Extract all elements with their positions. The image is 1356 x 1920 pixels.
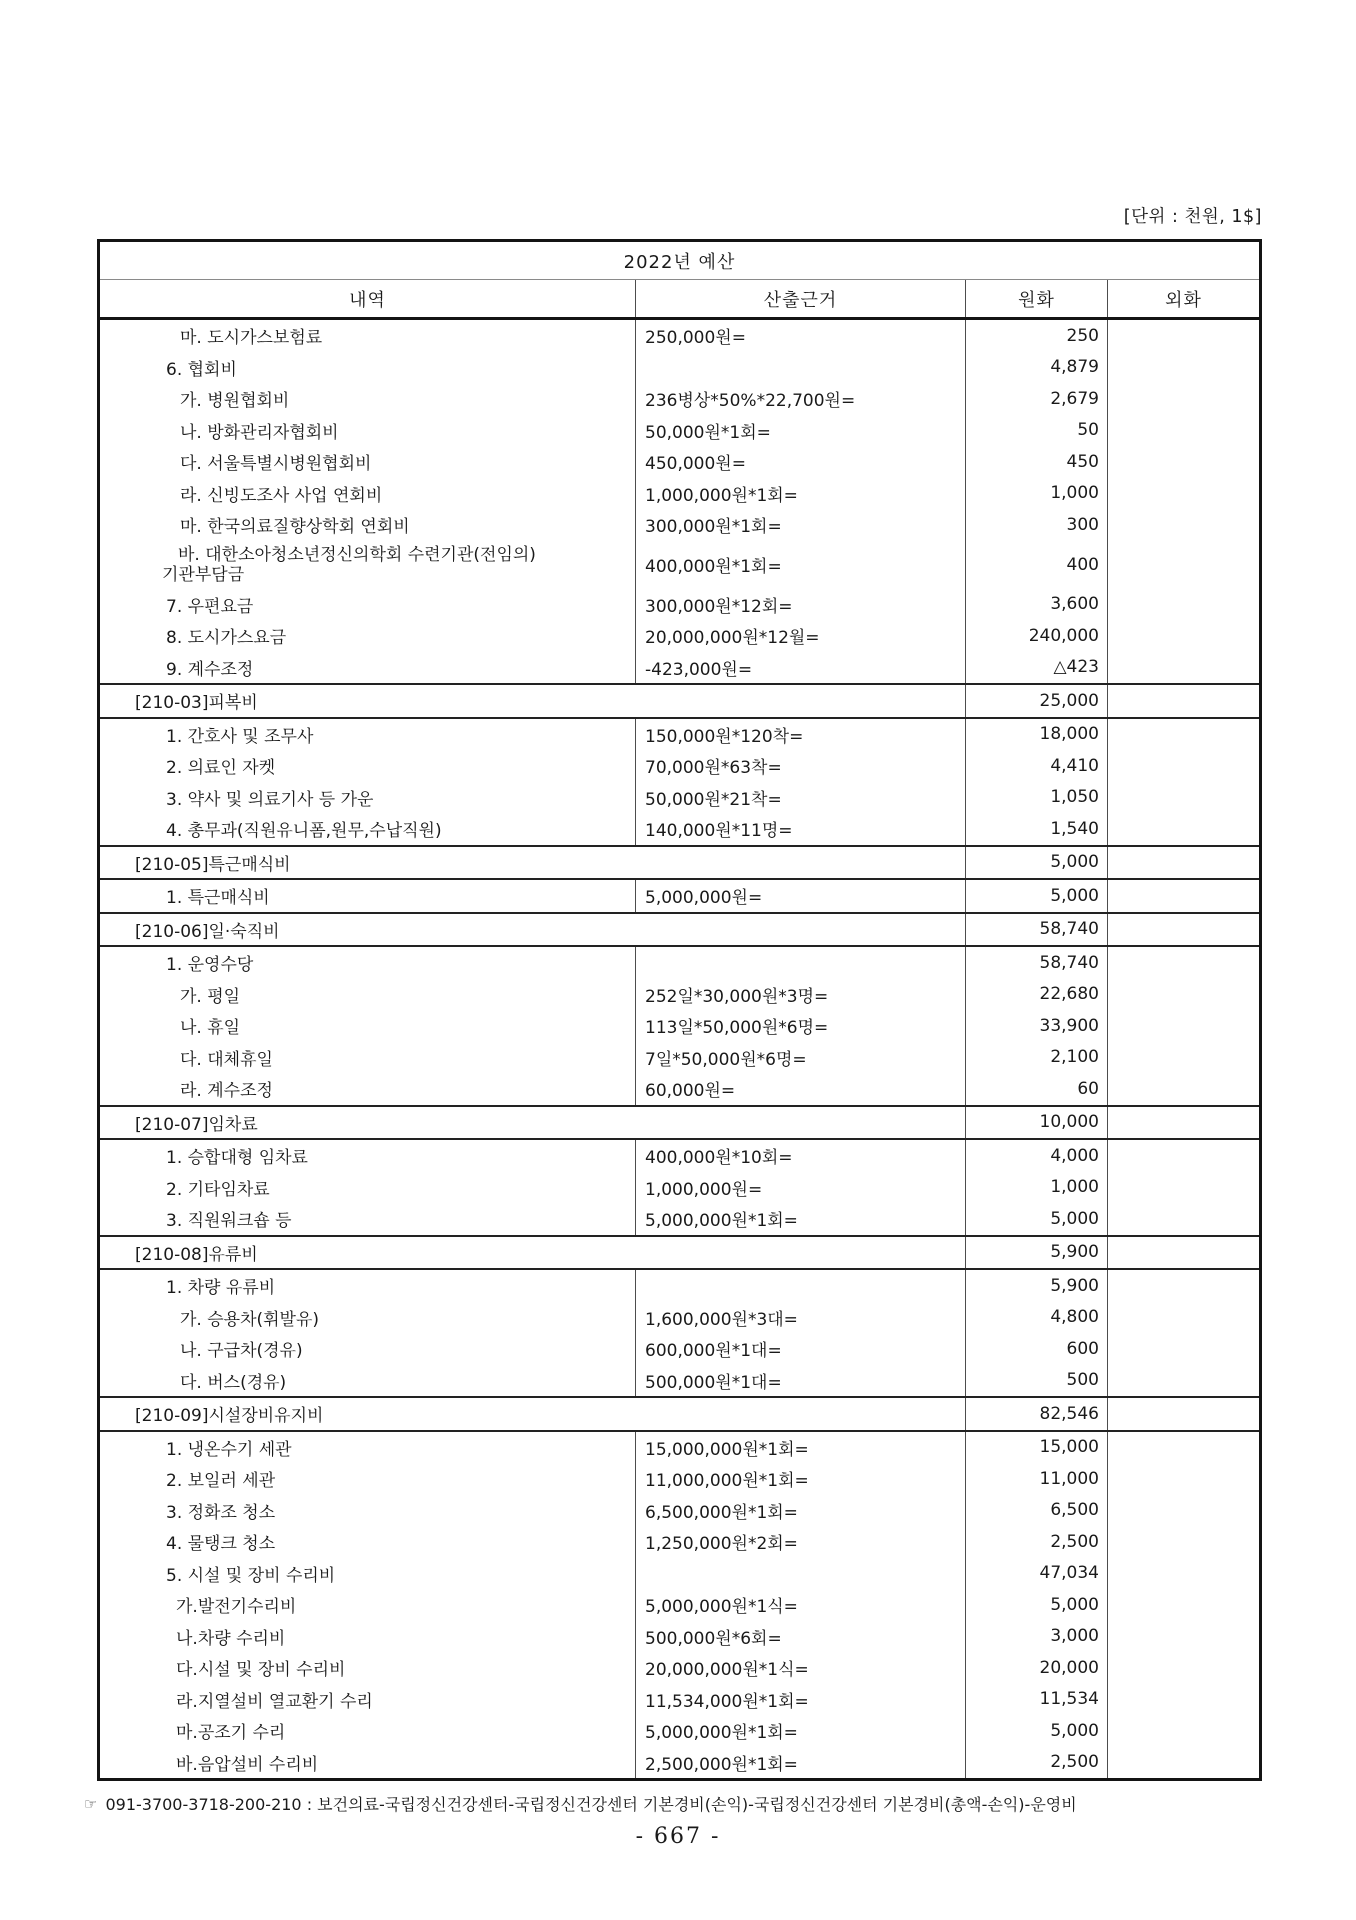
krw-cell: 400	[965, 541, 1107, 589]
fx-cell	[1107, 1073, 1259, 1105]
fx-cell	[1107, 914, 1259, 946]
table-row	[100, 589, 1259, 621]
krw-cell: 22,680	[965, 979, 1107, 1011]
krw-cell: 25,000	[965, 685, 1107, 717]
table-row	[100, 652, 1259, 684]
krw-cell: 6,500	[965, 1495, 1107, 1527]
fx-cell	[1107, 1432, 1259, 1464]
table-title: 2022년 예산	[100, 242, 1259, 280]
fx-cell	[1107, 1558, 1259, 1590]
krw-cell: 58,740	[965, 914, 1107, 946]
table-row	[100, 1010, 1259, 1042]
detail-cell: 마. 한국의료질향상학회 연회비	[180, 517, 410, 538]
krw-cell: 47,034	[965, 1558, 1107, 1590]
table-row	[100, 1432, 1259, 1464]
section-row	[100, 1107, 1259, 1139]
detail-cell: 나.차량 수리비	[176, 1628, 286, 1649]
calc-cell: 11,534,000원*1회=	[635, 1684, 965, 1716]
calc-cell: 7일*50,000원*6명=	[635, 1042, 965, 1074]
fx-cell	[1107, 1526, 1259, 1558]
krw-cell: 1,000	[965, 478, 1107, 510]
detail-cell: 3. 정화조 청소	[166, 1502, 276, 1523]
section-block	[100, 1235, 1259, 1269]
fx-cell	[1107, 620, 1259, 652]
section-block	[100, 845, 1259, 879]
calc-cell	[635, 1558, 965, 1590]
fx-cell	[1107, 352, 1259, 384]
table-row	[100, 1684, 1259, 1716]
detail-cell: 6. 협회비	[166, 359, 237, 380]
header-calc-basis: 산출근거	[635, 280, 965, 317]
detail-cell: 다. 대체휴일	[180, 1049, 273, 1070]
fx-cell	[1107, 1237, 1259, 1269]
fx-cell	[1107, 719, 1259, 751]
detail-cell: [210-08]유류비	[135, 1244, 258, 1265]
detail-cell: 3. 직원워크숍 등	[166, 1211, 292, 1232]
krw-cell: 3,600	[965, 589, 1107, 621]
fx-cell	[1107, 1333, 1259, 1365]
table-body	[100, 320, 1259, 1778]
calc-cell: 300,000원*1회=	[635, 509, 965, 541]
fx-cell	[1107, 1495, 1259, 1527]
calc-cell: 20,000,000원*1식=	[635, 1652, 965, 1684]
krw-cell: 5,000	[965, 1715, 1107, 1747]
detail-cell: 1. 간호사 및 조무사	[166, 726, 314, 747]
fx-cell	[1107, 1463, 1259, 1495]
fx-cell	[1107, 1302, 1259, 1334]
krw-cell: 300	[965, 509, 1107, 541]
fx-cell	[1107, 1747, 1259, 1779]
table-row	[100, 1558, 1259, 1590]
fx-cell	[1107, 947, 1259, 979]
table-row	[100, 1302, 1259, 1334]
fx-cell	[1107, 782, 1259, 814]
krw-cell: 60	[965, 1073, 1107, 1105]
calc-cell: 11,000,000원*1회=	[635, 1463, 965, 1495]
krw-cell: 4,000	[965, 1140, 1107, 1172]
detail-cell: 나. 방화관리자협회비	[180, 422, 339, 443]
fx-cell	[1107, 880, 1259, 912]
table-row	[100, 750, 1259, 782]
detail-cell: 바.음압설비 수리비	[176, 1754, 319, 1775]
fx-cell	[1107, 813, 1259, 845]
table-row	[100, 1333, 1259, 1365]
calc-cell: 50,000원*1회=	[635, 415, 965, 447]
calc-cell: 300,000원*12회=	[635, 589, 965, 621]
krw-cell: 5,900	[965, 1237, 1107, 1269]
calc-cell: 15,000,000원*1회=	[635, 1432, 965, 1464]
section-block	[100, 912, 1259, 946]
table-row	[100, 947, 1259, 979]
fx-cell	[1107, 509, 1259, 541]
fx-cell	[1107, 1203, 1259, 1235]
section-row	[100, 1398, 1259, 1430]
calc-cell: 60,000원=	[635, 1073, 965, 1105]
calc-cell	[635, 947, 965, 979]
calc-cell: 150,000원*120착=	[635, 719, 965, 751]
calc-cell: 6,500,000원*1회=	[635, 1495, 965, 1527]
table-row	[100, 1172, 1259, 1204]
section-row	[100, 1237, 1259, 1269]
calc-cell: 400,000원*1회=	[635, 541, 965, 589]
table-row	[100, 478, 1259, 510]
header-fx: 외화	[1107, 280, 1259, 317]
calc-cell: 250,000원=	[635, 320, 965, 352]
table-row	[100, 719, 1259, 751]
krw-cell: 250	[965, 320, 1107, 352]
section-row	[100, 685, 1259, 717]
fx-cell	[1107, 383, 1259, 415]
krw-cell: 3,000	[965, 1621, 1107, 1653]
calc-cell: 600,000원*1대=	[635, 1333, 965, 1365]
footnote	[84, 1792, 1077, 1815]
krw-cell: 11,000	[965, 1463, 1107, 1495]
pointing-hand-icon: ☞	[84, 1794, 98, 1813]
table-row	[100, 1652, 1259, 1684]
krw-cell: 58,740	[965, 947, 1107, 979]
table-row	[100, 1621, 1259, 1653]
detail-cell: 3. 약사 및 의료기사 등 가운	[166, 789, 374, 810]
table-row	[100, 1495, 1259, 1527]
section-block	[100, 1105, 1259, 1139]
unit-note: [단위 : 천원, 1$]	[1123, 207, 1262, 227]
rows-block	[100, 1430, 1259, 1779]
fx-cell	[1107, 1107, 1259, 1139]
detail-cell: [210-07]임차료	[135, 1114, 258, 1135]
krw-cell: 10,000	[965, 1107, 1107, 1139]
table-row	[100, 1526, 1259, 1558]
calc-cell: 20,000,000원*12월=	[635, 620, 965, 652]
calc-cell: 140,000원*11명=	[635, 813, 965, 845]
fx-cell	[1107, 320, 1259, 352]
detail-cell: 2. 보일러 세관	[166, 1471, 276, 1492]
table-row	[100, 509, 1259, 541]
krw-cell: 5,000	[965, 1203, 1107, 1235]
calc-cell: 1,600,000원*3대=	[635, 1302, 965, 1334]
krw-cell: 5,000	[965, 880, 1107, 912]
fx-cell	[1107, 1365, 1259, 1397]
table-row	[100, 446, 1259, 478]
page-number: - 667 -	[635, 1824, 721, 1849]
krw-cell: 600	[965, 1333, 1107, 1365]
detail-cell: 나. 휴일	[180, 1018, 241, 1039]
detail-cell: [210-09]시설장비유지비	[135, 1406, 324, 1427]
detail-cell: 가. 승용차(휘발유)	[180, 1309, 320, 1330]
section-block	[100, 683, 1259, 717]
krw-cell: 5,000	[965, 847, 1107, 879]
table-row	[100, 1073, 1259, 1105]
detail-cell: 1. 차량 유류비	[166, 1278, 276, 1299]
header-detail: 내역	[349, 289, 386, 311]
detail-cell: 가.발전기수리비	[176, 1597, 297, 1618]
section-block	[100, 1396, 1259, 1430]
fx-cell	[1107, 1140, 1259, 1172]
krw-cell: 1,000	[965, 1172, 1107, 1204]
krw-cell: 82,546	[965, 1398, 1107, 1430]
rows-block	[100, 945, 1259, 1105]
table-header	[100, 280, 1259, 320]
rows-block	[100, 717, 1259, 845]
calc-cell: 236병상*50%*22,700원=	[635, 383, 965, 415]
table-row	[100, 620, 1259, 652]
table-row	[100, 1140, 1259, 1172]
table-row	[100, 979, 1259, 1011]
calc-cell: 5,000,000원=	[635, 880, 965, 912]
table-row	[100, 1203, 1259, 1235]
detail-cell: [210-05]특근매식비	[135, 854, 291, 875]
fx-cell	[1107, 1042, 1259, 1074]
table-row	[100, 1747, 1259, 1779]
detail-cell: 1. 승합대형 임차료	[166, 1148, 308, 1169]
fx-cell	[1107, 979, 1259, 1011]
fx-cell	[1107, 1398, 1259, 1430]
detail-cell: 1. 운영수당	[166, 955, 254, 976]
calc-cell: 2,500,000원*1회=	[635, 1747, 965, 1779]
table-row	[100, 320, 1259, 352]
fx-cell	[1107, 1172, 1259, 1204]
fx-cell	[1107, 847, 1259, 879]
detail-cell: 4. 물탱크 청소	[166, 1534, 276, 1555]
fx-cell	[1107, 541, 1259, 589]
fx-cell	[1107, 415, 1259, 447]
calc-cell: -423,000원=	[635, 652, 965, 684]
detail-cell: 1. 특근매식비	[166, 888, 270, 909]
detail-cell: 나. 구급차(경유)	[180, 1341, 303, 1362]
detail-cell: [210-06]일·숙직비	[135, 921, 280, 942]
table-row	[100, 880, 1259, 912]
budget-table	[97, 239, 1262, 1781]
fx-cell	[1107, 446, 1259, 478]
section-row	[100, 847, 1259, 879]
krw-cell: 15,000	[965, 1432, 1107, 1464]
krw-cell: 33,900	[965, 1010, 1107, 1042]
krw-cell: 450	[965, 446, 1107, 478]
header-krw: 원화	[965, 280, 1107, 317]
calc-cell: 1,000,000원*1회=	[635, 478, 965, 510]
detail-cell: 9. 계수조정	[166, 659, 254, 680]
table-row	[100, 383, 1259, 415]
detail-cell: 2. 기타임차료	[166, 1179, 270, 1200]
krw-cell: 2,500	[965, 1526, 1107, 1558]
fx-cell	[1107, 652, 1259, 684]
krw-cell: 5,000	[965, 1589, 1107, 1621]
table-row	[100, 1270, 1259, 1302]
detail-cell: 8. 도시가스요금	[166, 628, 287, 649]
krw-cell: 4,410	[965, 750, 1107, 782]
fx-cell	[1107, 1621, 1259, 1653]
calc-cell	[635, 1270, 965, 1302]
krw-cell: 5,900	[965, 1270, 1107, 1302]
calc-cell: 5,000,000원*1회=	[635, 1203, 965, 1235]
krw-cell: 2,100	[965, 1042, 1107, 1074]
table-row	[100, 1589, 1259, 1621]
fx-cell	[1107, 478, 1259, 510]
fx-cell	[1107, 1589, 1259, 1621]
calc-cell: 5,000,000원*1회=	[635, 1715, 965, 1747]
fx-cell	[1107, 1715, 1259, 1747]
fx-cell	[1107, 1270, 1259, 1302]
detail-cell: 5. 시설 및 장비 수리비	[166, 1565, 336, 1586]
krw-cell: 4,800	[965, 1302, 1107, 1334]
calc-cell: 500,000원*6회=	[635, 1621, 965, 1653]
calc-cell: 252일*30,000원*3명=	[635, 979, 965, 1011]
fx-cell	[1107, 685, 1259, 717]
calc-cell: 5,000,000원*1식=	[635, 1589, 965, 1621]
detail-cell: 4. 총무과(직원유니폼,원무,수납직원)	[166, 821, 442, 842]
detail-cell: 라. 계수조정	[180, 1081, 273, 1102]
table-row	[100, 415, 1259, 447]
detail-cell: 다. 버스(경유)	[180, 1372, 287, 1393]
krw-cell: 18,000	[965, 719, 1107, 751]
detail-cell: 다.시설 및 장비 수리비	[176, 1660, 346, 1681]
krw-cell: 2,500	[965, 1747, 1107, 1779]
fx-cell	[1107, 1652, 1259, 1684]
detail-cell: [210-03]피복비	[135, 693, 258, 714]
table-row	[100, 1042, 1259, 1074]
rows-block	[100, 878, 1259, 912]
fx-cell	[1107, 1010, 1259, 1042]
detail-cell: 라. 신빙도조사 사업 연회비	[180, 485, 383, 506]
krw-cell: 50	[965, 415, 1107, 447]
calc-cell: 50,000원*21착=	[635, 782, 965, 814]
detail-cell: 가. 평일	[180, 986, 241, 1007]
krw-cell: 11,534	[965, 1684, 1107, 1716]
krw-cell: 4,879	[965, 352, 1107, 384]
calc-cell: 500,000원*1대=	[635, 1365, 965, 1397]
calc-cell	[635, 352, 965, 384]
detail-cell: 1. 냉온수기 세관	[166, 1439, 292, 1460]
table-row	[100, 813, 1259, 845]
krw-cell: △423	[965, 652, 1107, 684]
detail-cell: 7. 우편요금	[166, 596, 254, 617]
calc-cell: 70,000원*63착=	[635, 750, 965, 782]
krw-cell: 20,000	[965, 1652, 1107, 1684]
detail-cell: 마. 도시가스보험료	[180, 328, 323, 349]
krw-cell: 2,679	[965, 383, 1107, 415]
krw-cell: 1,050	[965, 782, 1107, 814]
calc-cell: 113일*50,000원*6명=	[635, 1010, 965, 1042]
table-row	[100, 1365, 1259, 1397]
krw-cell: 500	[965, 1365, 1107, 1397]
fx-cell	[1107, 750, 1259, 782]
footnote-text: 091-3700-3718-200-210 : 보건의료-국립정신건강센터-국립정신건강센터 기본경비(손익)-국립정신건강센터 기본경비(총액-손익)-운영비	[105, 1795, 1077, 1814]
detail-cell: 마.공조기 수리	[176, 1723, 286, 1744]
detail-cell: 2. 의료인 자켓	[166, 758, 276, 779]
calc-cell: 400,000원*10회=	[635, 1140, 965, 1172]
table-row	[100, 352, 1259, 384]
detail-cell: 라.지열설비 열교환기 수리	[176, 1691, 373, 1712]
detail-cell: 가. 병원협회비	[180, 391, 290, 412]
table-row	[100, 1715, 1259, 1747]
detail-cell: 다. 서울특별시병원협회비	[180, 454, 372, 475]
calc-cell: 1,000,000원=	[635, 1172, 965, 1204]
calc-cell: 1,250,000원*2회=	[635, 1526, 965, 1558]
rows-block	[100, 1268, 1259, 1396]
rows-block	[100, 320, 1259, 683]
calc-cell: 450,000원=	[635, 446, 965, 478]
fx-cell	[1107, 589, 1259, 621]
rows-block	[100, 1138, 1259, 1235]
section-row	[100, 914, 1259, 946]
table-row	[100, 782, 1259, 814]
detail-cell: 바. 대한소아청소년정신의학회 수련기관(전임의) 기관부담금	[162, 544, 536, 585]
table-row	[100, 541, 1259, 589]
table-row	[100, 1463, 1259, 1495]
krw-cell: 240,000	[965, 620, 1107, 652]
fx-cell	[1107, 1684, 1259, 1716]
krw-cell: 1,540	[965, 813, 1107, 845]
